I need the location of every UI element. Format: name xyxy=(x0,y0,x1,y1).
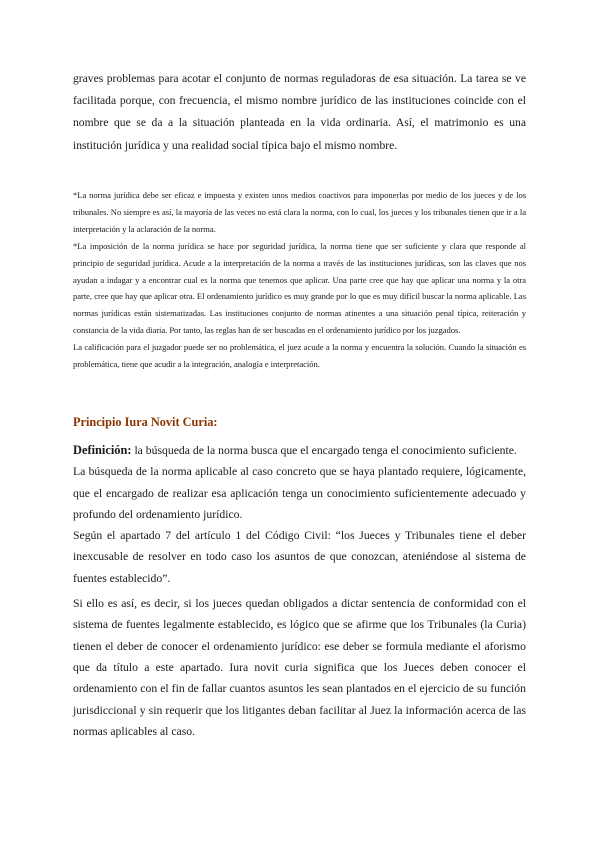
body-paragraph: La búsqueda de la norma aplicable al caso concreto que se haya plantado requiere, lógicamente, que el encargado de realizar esa aplicación tenga un conocimiento suficientemente adecuado y profundo del ordenamiento jurídico. xyxy=(73,465,526,521)
notes-block xyxy=(73,187,526,373)
section-heading: Principio Iura Novit Curia: xyxy=(73,415,218,429)
section-body xyxy=(73,440,526,742)
definition-label: Definición: xyxy=(73,443,132,457)
intro-paragraph: graves problemas para acotar el conjunto de normas reguladoras de esa situación. La tarea se ve facilitada porque, con frecuencia, el mismo nombre jurídico de las instituciones coincide con el nombre que se da a la situación planteada en la vida ordinaria. Así, el matrimonio es una institución jurídica y una realidad social típica bajo el mismo nombre. xyxy=(73,72,526,152)
body-paragraph: Según el apartado 7 del artículo 1 del Código Civil: “los Jueces y Tribunales tiene el deber inexcusable de resolver en todo caso los asuntos de que conozcan, ateniéndose al sistema de fuentes establecido”. xyxy=(73,529,526,585)
note-paragraph: *La norma jurídica debe ser eficaz e impuesta y existen unos medios coactivos para imponerlas por medio de los jueces y de los tribunales. No siempre es así, la mayoría de las veces no está clara la norma, con lo cual, los jueces y los tribunales tienen que ir a la interpretación y la aclaración de la norma. xyxy=(73,190,526,234)
definition-text: la búsqueda de la norma busca que el encargado tenga el conocimiento suficiente. xyxy=(131,444,517,457)
note-paragraph: *La imposición de la norma jurídica se hace por seguridad jurídica, la norma tiene que ser suficiente y clara que responde al principio de seguridad jurídica. Acude a la interpretación de la norma a través de las instituciones jurídicas, son las claves que nos ayudan a indagar y a encontrar cual es la norma que tenemos que aplicar. Una parte cree que hay que aplicar una norma y la otra parte, cree que hay que aplicar otra. El ordenamiento jurídico es muy grande por lo que es muy difícil buscar la norma aplicable. Las normas jurídicas están sistematizadas. Las instituciones conjunto de normas atinentes a una situación penal típica, reiteración y constancia de la vida diaria. Por tanto, las reglas han de ser buscadas en el ordenamiento jurídico por los juzgados. xyxy=(73,240,526,336)
note-paragraph: La calificación para el juzgador puede ser no problemática, el juez acude a la norma y encuentra la solución. Cuando la situación es problemática, tiene que acudir a la integración, analogía e interpretación. xyxy=(73,342,526,370)
definition-paragraph xyxy=(73,440,526,461)
body-paragraph: Si ello es así, es decir, si los jueces quedan obligados a dictar sentencia de conformidad con el sistema de fuentes legalmente establecido, es lógico que se afirme que los Tribunales (la Curia) tienen el deber de conocer el ordenamiento jurídico: ese deber se formula mediante el aforismo que da título a este apartado. Iura novit curia significa que los Jueces deben conocer el ordenamiento con el fin de fallar cuantos asuntos les sean plantados en el ejercicio de su función jurisdiccional y sin requerir que los litigantes deban facilitar al Juez la información acerca de las normas aplicables al caso. xyxy=(73,597,526,738)
